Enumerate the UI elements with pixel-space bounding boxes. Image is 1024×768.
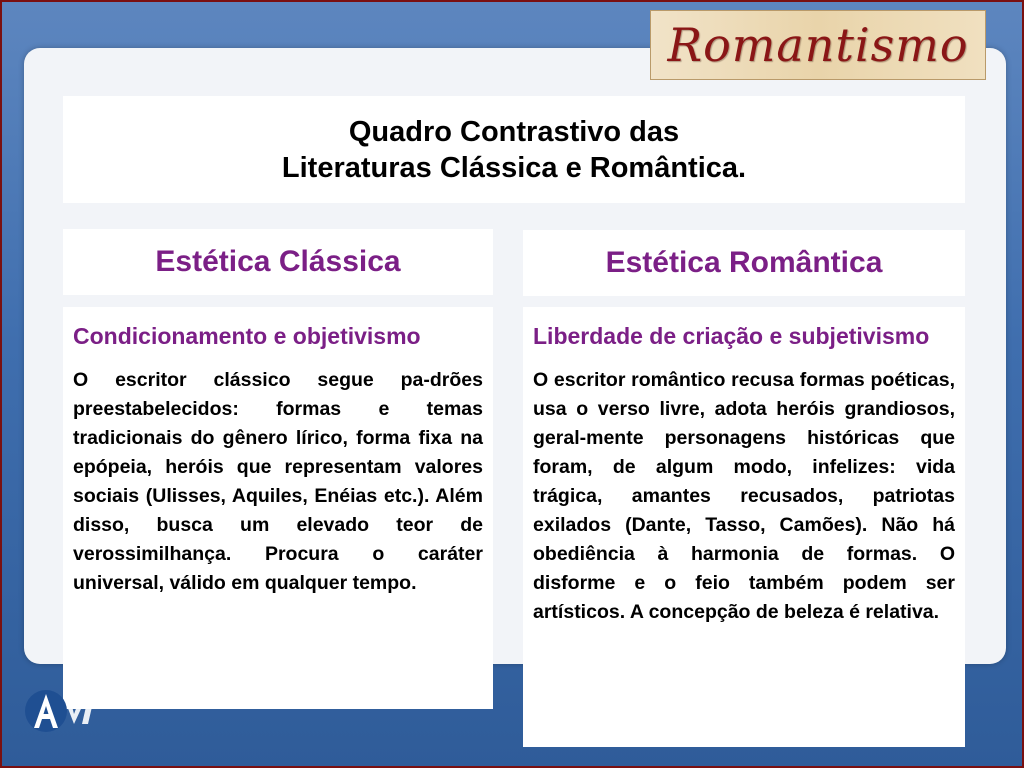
slide-title	[63, 96, 965, 203]
av-logo-icon	[24, 686, 114, 736]
romantic-paragraph: O escritor romântico recusa formas poéticas, usa o verso livre, adota heróis grandiosos, geral-mente personagens históricas que foram, de algum modo, infelizes: vida trágica, amantes recusados, patriotas exilados (Dante, Tasso, Camões). Não há obediência à harmonia de formas. O disforme e o feio também podem ser artísticos. A concepção de beleza é relativa.	[533, 369, 955, 623]
title-line-2: Literaturas Clássica e Romântica.	[281, 151, 747, 184]
badge-text: Romantismo	[667, 18, 969, 72]
romantic-heading: Estética Romântica	[605, 246, 883, 279]
classic-heading-box	[63, 229, 493, 295]
title-line-1: Quadro Contrastivo das	[348, 115, 680, 148]
romantic-subheading: Liberdade de criação e subjetivismo	[533, 323, 930, 349]
classic-body-box	[63, 307, 493, 709]
romantic-heading-box	[523, 230, 965, 296]
classic-heading: Estética Clássica	[155, 245, 401, 278]
romantismo-badge	[650, 10, 986, 80]
classic-subheading: Condicionamento e objetivismo	[73, 323, 421, 349]
romantic-body-box	[523, 307, 965, 747]
classic-paragraph: O escritor clássico segue pa-drões preestabelecidos: formas e temas tradicionais do gênero lírico, forma fixa na epópeia, heróis que representam valores sociais (Ulisses, Aquiles, Enéias etc.). Além disso, busca um elevado teor de verossimilhança. Procura o caráter universal, válido em qualquer tempo.	[73, 369, 483, 594]
